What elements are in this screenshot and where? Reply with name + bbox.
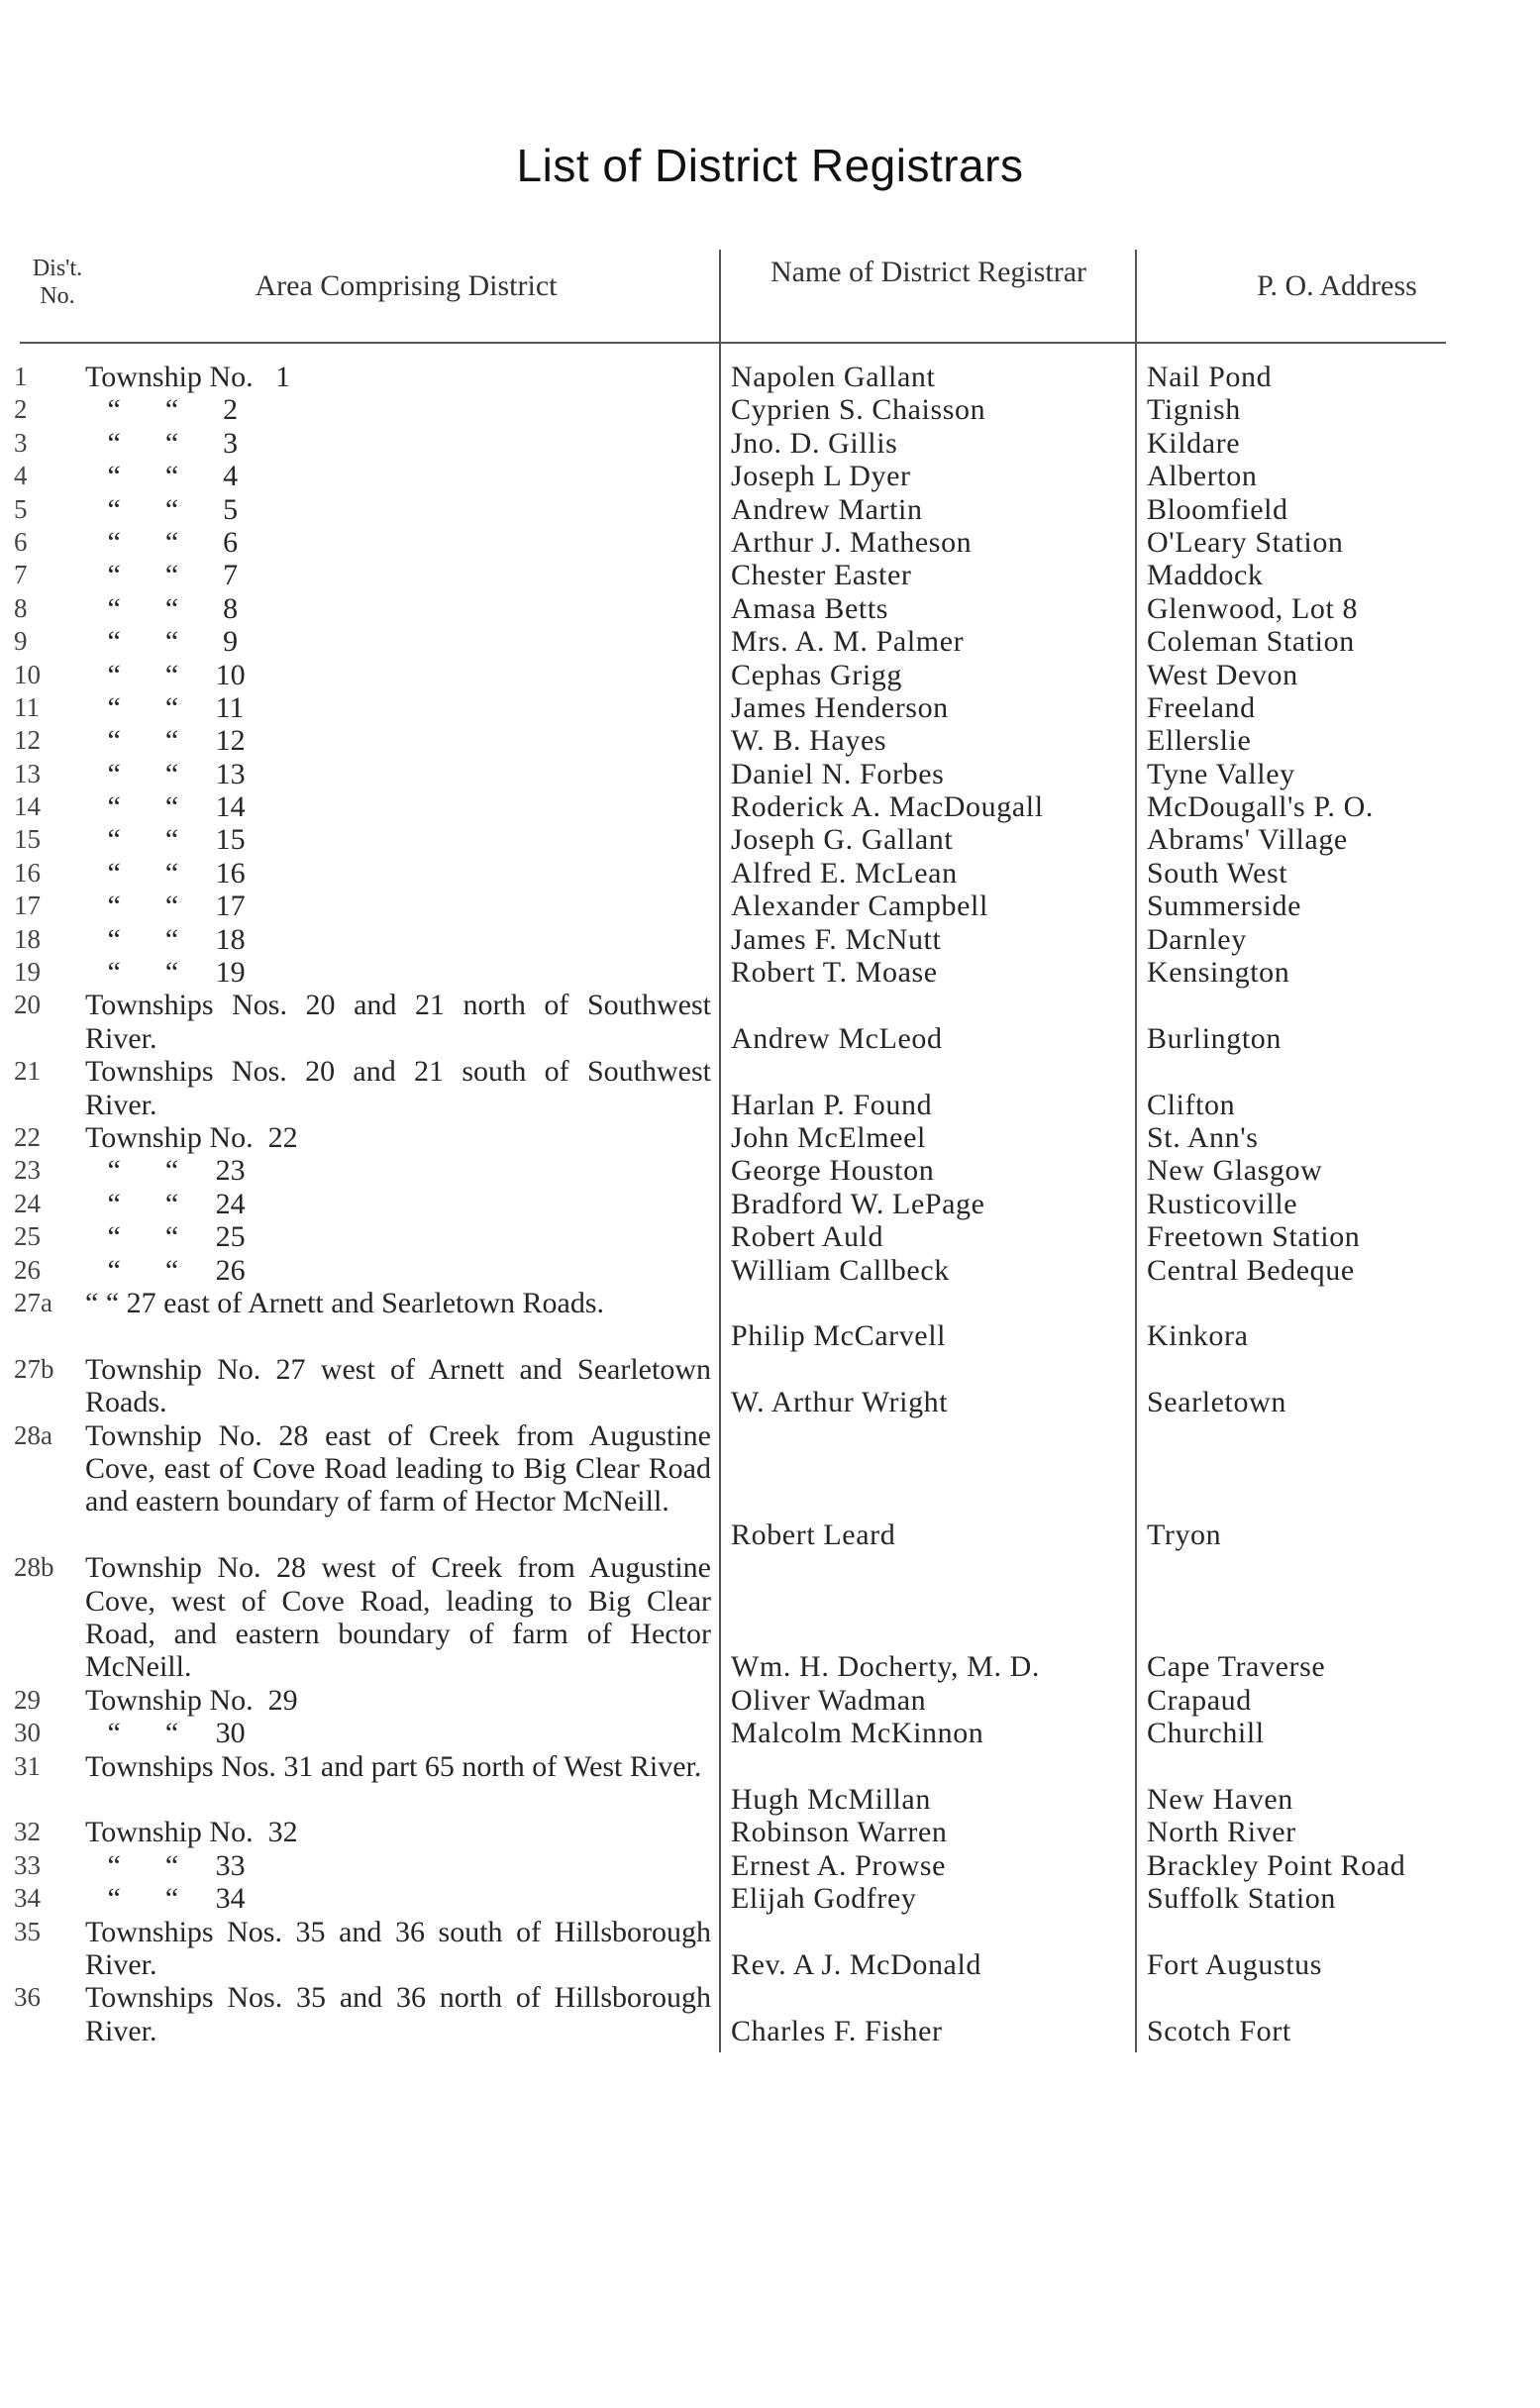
district-number: 31 bbox=[14, 1750, 41, 1781]
area-description: Township No. 28 west of Creek from Augustine Cove, west of Cove Road, leading to Big Clear Road, and eastern boundary of farm of Hector McNeill. bbox=[85, 1551, 711, 1684]
header-divider bbox=[20, 342, 1446, 344]
area-description: “ “ 23 bbox=[85, 1154, 246, 1188]
po-address: Kinkora bbox=[1147, 1319, 1249, 1353]
district-number: 7 bbox=[14, 560, 28, 590]
district-number: 22 bbox=[14, 1122, 41, 1153]
registrar-table bbox=[0, 361, 1540, 2047]
area-description: Township No. 29 bbox=[85, 1683, 298, 1717]
area-description: “ “ 13 bbox=[85, 757, 246, 790]
po-address: Nail Pond bbox=[1147, 360, 1273, 393]
registrar-name: John McElmeel bbox=[731, 1121, 926, 1154]
area-description: “ “ 33 bbox=[85, 1848, 246, 1882]
area-description: Townships Nos. 20 and 21 north of Southwest River. bbox=[85, 989, 711, 1055]
registrar-name: Harlan P. Found bbox=[731, 1088, 933, 1121]
district-number: 27a bbox=[14, 1287, 52, 1317]
table-row bbox=[0, 1750, 1540, 1817]
table-row bbox=[0, 361, 1540, 393]
po-address: Kensington bbox=[1147, 956, 1290, 990]
po-address: St. Ann's bbox=[1147, 1121, 1259, 1154]
registrar-name: Charles F. Fisher bbox=[731, 2014, 943, 2047]
po-address: Central Bedeque bbox=[1147, 1253, 1355, 1287]
po-address: Cape Traverse bbox=[1147, 1650, 1326, 1684]
table-row bbox=[0, 1055, 1540, 1121]
registrar-name: Robert Leard bbox=[731, 1518, 896, 1551]
table-row bbox=[0, 592, 1540, 625]
table-row bbox=[0, 559, 1540, 591]
po-address: Tryon bbox=[1147, 1518, 1222, 1551]
table-row bbox=[0, 758, 1540, 790]
area-description: “ “ 8 bbox=[85, 591, 239, 625]
district-number: 15 bbox=[14, 824, 41, 855]
header-address: P. O. Address bbox=[1257, 269, 1417, 302]
po-address: Darnley bbox=[1147, 922, 1247, 956]
table-row bbox=[0, 1916, 1540, 1982]
registrar-name: Elijah Godfrey bbox=[731, 1882, 917, 1916]
area-description: Township No. 22 bbox=[85, 1121, 298, 1155]
district-number: 6 bbox=[14, 526, 28, 557]
po-address: Summerside bbox=[1147, 890, 1301, 923]
registrar-name: Mrs. A. M. Palmer bbox=[731, 625, 965, 659]
area-description: Township No. 1 bbox=[85, 361, 291, 393]
table-row bbox=[0, 393, 1540, 426]
district-number: 26 bbox=[14, 1254, 41, 1285]
district-number: 11 bbox=[14, 691, 40, 722]
po-address: Ellerslie bbox=[1147, 724, 1252, 758]
table-row bbox=[0, 1220, 1540, 1253]
table-row bbox=[0, 1154, 1540, 1187]
registrar-name: Bradford W. LePage bbox=[731, 1187, 985, 1220]
table-row bbox=[0, 625, 1540, 658]
table-row bbox=[0, 1882, 1540, 1915]
area-description: “ “ 2 bbox=[85, 393, 239, 427]
table-row bbox=[0, 923, 1540, 956]
po-address: Brackley Point Road bbox=[1147, 1848, 1406, 1882]
registrar-name: George Houston bbox=[731, 1154, 935, 1188]
po-address: Suffolk Station bbox=[1147, 1882, 1336, 1916]
table-row bbox=[0, 724, 1540, 757]
area-description: “ “ 3 bbox=[85, 426, 239, 460]
table-row bbox=[0, 790, 1540, 823]
table-row bbox=[0, 1121, 1540, 1154]
district-number: 16 bbox=[14, 857, 41, 888]
registrar-name: Alfred E. McLean bbox=[731, 856, 958, 890]
area-description: “ “ 34 bbox=[85, 1882, 246, 1916]
registrar-name: Rev. A J. McDonald bbox=[731, 1947, 982, 1981]
district-number: 10 bbox=[14, 659, 41, 689]
area-description: Township No. 32 bbox=[85, 1816, 298, 1849]
table-row bbox=[0, 857, 1540, 890]
registrar-name: Cyprien S. Chaisson bbox=[731, 393, 986, 427]
po-address: Maddock bbox=[1147, 559, 1264, 592]
area-description: Townships Nos. 35 and 36 north of Hillsborough River. bbox=[85, 1981, 711, 2047]
table-row bbox=[0, 1353, 1540, 1419]
area-description: Townships Nos. 35 and 36 south of Hillsborough River. bbox=[85, 1915, 711, 1981]
po-address: Glenwood, Lot 8 bbox=[1147, 591, 1359, 625]
registrar-name: Chester Easter bbox=[731, 559, 912, 592]
po-address: Freeland bbox=[1147, 690, 1256, 724]
po-address: Searletown bbox=[1147, 1386, 1286, 1419]
registrar-name: Joseph L Dyer bbox=[731, 460, 911, 493]
registrar-name: Alexander Campbell bbox=[731, 890, 988, 923]
district-number: 1 bbox=[14, 362, 28, 391]
area-description: “ “ 9 bbox=[85, 625, 239, 659]
po-address: New Glasgow bbox=[1147, 1154, 1323, 1188]
district-number: 9 bbox=[14, 626, 28, 657]
registrar-name: Andrew McLeod bbox=[731, 1021, 943, 1055]
registrar-name: Napolen Gallant bbox=[731, 360, 936, 393]
registrar-name: Daniel N. Forbes bbox=[731, 757, 945, 790]
table-row bbox=[0, 956, 1540, 989]
area-description: “ “ 26 bbox=[85, 1253, 246, 1287]
registrar-name: Arthur J. Matheson bbox=[731, 525, 973, 559]
district-number: 13 bbox=[14, 758, 41, 788]
district-number: 14 bbox=[14, 791, 41, 822]
area-description: “ “ 19 bbox=[85, 956, 246, 990]
district-number: 36 bbox=[14, 1982, 41, 2013]
po-address: Clifton bbox=[1147, 1088, 1236, 1121]
table-row bbox=[0, 1287, 1540, 1353]
area-description: “ “ 7 bbox=[85, 559, 239, 592]
district-number: 33 bbox=[14, 1849, 41, 1880]
po-address: Burlington bbox=[1147, 1021, 1283, 1055]
po-address: O'Leary Station bbox=[1147, 525, 1344, 559]
po-address: Bloomfield bbox=[1147, 492, 1288, 526]
area-description: “ “ 14 bbox=[85, 790, 246, 824]
po-address: New Haven bbox=[1147, 1782, 1293, 1816]
registrar-name: Wm. H. Docherty, M. D. bbox=[731, 1650, 1041, 1684]
table-row bbox=[0, 890, 1540, 922]
po-address: North River bbox=[1147, 1816, 1296, 1849]
po-address: Alberton bbox=[1147, 460, 1258, 493]
district-number: 19 bbox=[14, 957, 41, 988]
po-address: South West bbox=[1147, 856, 1288, 890]
registrar-name: Joseph G. Gallant bbox=[731, 823, 954, 857]
district-number: 20 bbox=[14, 990, 41, 1020]
registrar-name: Malcolm McKinnon bbox=[731, 1717, 984, 1750]
area-description: “ “ 12 bbox=[85, 724, 246, 758]
registrar-name: Robert T. Moase bbox=[731, 956, 938, 990]
registrar-name: Cephas Grigg bbox=[731, 658, 903, 691]
table-row bbox=[0, 659, 1540, 691]
district-number: 24 bbox=[14, 1188, 41, 1218]
registrar-name: William Callbeck bbox=[731, 1253, 950, 1287]
area-description: “ “ 24 bbox=[85, 1187, 246, 1220]
header-district-no: Dis't. No. bbox=[32, 256, 83, 309]
registrar-name: W. B. Hayes bbox=[731, 724, 887, 758]
area-description: “ “ 5 bbox=[85, 492, 239, 526]
area-description: “ “ 10 bbox=[85, 658, 246, 691]
area-description: “ “ 6 bbox=[85, 525, 239, 559]
registrar-name: Jno. D. Gillis bbox=[731, 426, 898, 460]
po-address: Abrams' Village bbox=[1147, 823, 1348, 857]
table-row bbox=[0, 493, 1540, 526]
registrar-name: Hugh McMillan bbox=[731, 1782, 931, 1816]
registrar-name: Oliver Wadman bbox=[731, 1683, 927, 1717]
registrar-name: Andrew Martin bbox=[731, 492, 923, 526]
area-description: Township No. 27 west of Arnett and Searletown Roads. bbox=[85, 1352, 711, 1419]
district-number: 21 bbox=[14, 1056, 41, 1087]
po-address: Scotch Fort bbox=[1147, 2014, 1291, 2047]
po-address: West Devon bbox=[1147, 658, 1298, 691]
po-address: Crapaud bbox=[1147, 1683, 1252, 1717]
table-row bbox=[0, 1551, 1540, 1684]
area-description: “ “ 25 bbox=[85, 1220, 246, 1254]
table-row bbox=[0, 427, 1540, 460]
po-address: Rusticoville bbox=[1147, 1187, 1298, 1220]
registrar-name: James F. McNutt bbox=[731, 922, 942, 956]
table-row bbox=[0, 1981, 1540, 2047]
district-number: 5 bbox=[14, 493, 28, 524]
area-description: “ “ 18 bbox=[85, 922, 246, 956]
district-number: 25 bbox=[14, 1221, 41, 1252]
district-number: 12 bbox=[14, 725, 41, 756]
registrar-name: W. Arthur Wright bbox=[731, 1386, 949, 1419]
area-description: “ “ 17 bbox=[85, 890, 246, 923]
registrar-name: Ernest A. Prowse bbox=[731, 1848, 947, 1882]
registrar-name: Roderick A. MacDougall bbox=[731, 790, 1044, 824]
district-number: 28a bbox=[14, 1419, 52, 1450]
table-row bbox=[0, 1254, 1540, 1287]
district-number: 29 bbox=[14, 1684, 41, 1715]
header-area: Area Comprising District bbox=[255, 269, 558, 302]
area-description: Townships Nos. 20 and 21 south of Southwest River. bbox=[85, 1055, 711, 1121]
po-address: Churchill bbox=[1147, 1717, 1265, 1750]
po-address: McDougall's P. O. bbox=[1147, 790, 1374, 824]
area-description: Township No. 28 east of Creek from Augustine Cove, east of Cove Road leading to Big Clear Road and eastern boundary of farm of Hector McNeill. bbox=[85, 1418, 711, 1518]
table-row bbox=[0, 1849, 1540, 1882]
district-number: 28b bbox=[14, 1552, 54, 1583]
district-number: 23 bbox=[14, 1155, 41, 1186]
po-address: Tyne Valley bbox=[1147, 757, 1295, 790]
district-number: 2 bbox=[14, 394, 28, 425]
district-number: 4 bbox=[14, 461, 28, 491]
district-number: 18 bbox=[14, 923, 41, 954]
area-description: “ “ 27 east of Arnett and Searletown Roads. bbox=[85, 1286, 605, 1319]
page-title: List of District Registrars bbox=[516, 140, 1024, 191]
po-address: Tignish bbox=[1147, 393, 1241, 427]
registrar-name: Robinson Warren bbox=[731, 1816, 948, 1849]
area-description: Townships Nos. 31 and part 65 north of West River. bbox=[85, 1749, 702, 1783]
table-row bbox=[0, 691, 1540, 724]
table-row bbox=[0, 460, 1540, 492]
district-number: 3 bbox=[14, 427, 28, 458]
area-description: “ “ 30 bbox=[85, 1717, 246, 1750]
district-number: 8 bbox=[14, 592, 28, 623]
area-description: “ “ 11 bbox=[85, 690, 245, 724]
table-row bbox=[0, 1684, 1540, 1717]
po-address: Kildare bbox=[1147, 426, 1241, 460]
district-number: 17 bbox=[14, 890, 41, 921]
registrar-name: Philip McCarvell bbox=[731, 1319, 947, 1353]
district-number: 34 bbox=[14, 1883, 41, 1914]
table-row bbox=[0, 1419, 1540, 1552]
po-address: Coleman Station bbox=[1147, 625, 1355, 659]
district-number: 32 bbox=[14, 1817, 41, 1847]
table-row bbox=[0, 823, 1540, 856]
district-number: 35 bbox=[14, 1916, 41, 1946]
area-description: “ “ 4 bbox=[85, 460, 239, 493]
district-number: 30 bbox=[14, 1718, 41, 1748]
table-row bbox=[0, 1188, 1540, 1220]
table-row bbox=[0, 1816, 1540, 1848]
area-description: “ “ 15 bbox=[85, 823, 246, 857]
po-address: Freetown Station bbox=[1147, 1220, 1361, 1254]
registrar-name: Robert Auld bbox=[731, 1220, 884, 1254]
table-row bbox=[0, 526, 1540, 559]
po-address: Fort Augustus bbox=[1147, 1947, 1323, 1981]
area-description: “ “ 16 bbox=[85, 856, 246, 890]
district-number: 27b bbox=[14, 1353, 54, 1384]
registrar-name: Amasa Betts bbox=[731, 591, 889, 625]
table-row bbox=[0, 1717, 1540, 1749]
header-registrar: Name of District Registrar bbox=[770, 256, 1087, 288]
registrar-name: James Henderson bbox=[731, 690, 949, 724]
table-row bbox=[0, 989, 1540, 1055]
